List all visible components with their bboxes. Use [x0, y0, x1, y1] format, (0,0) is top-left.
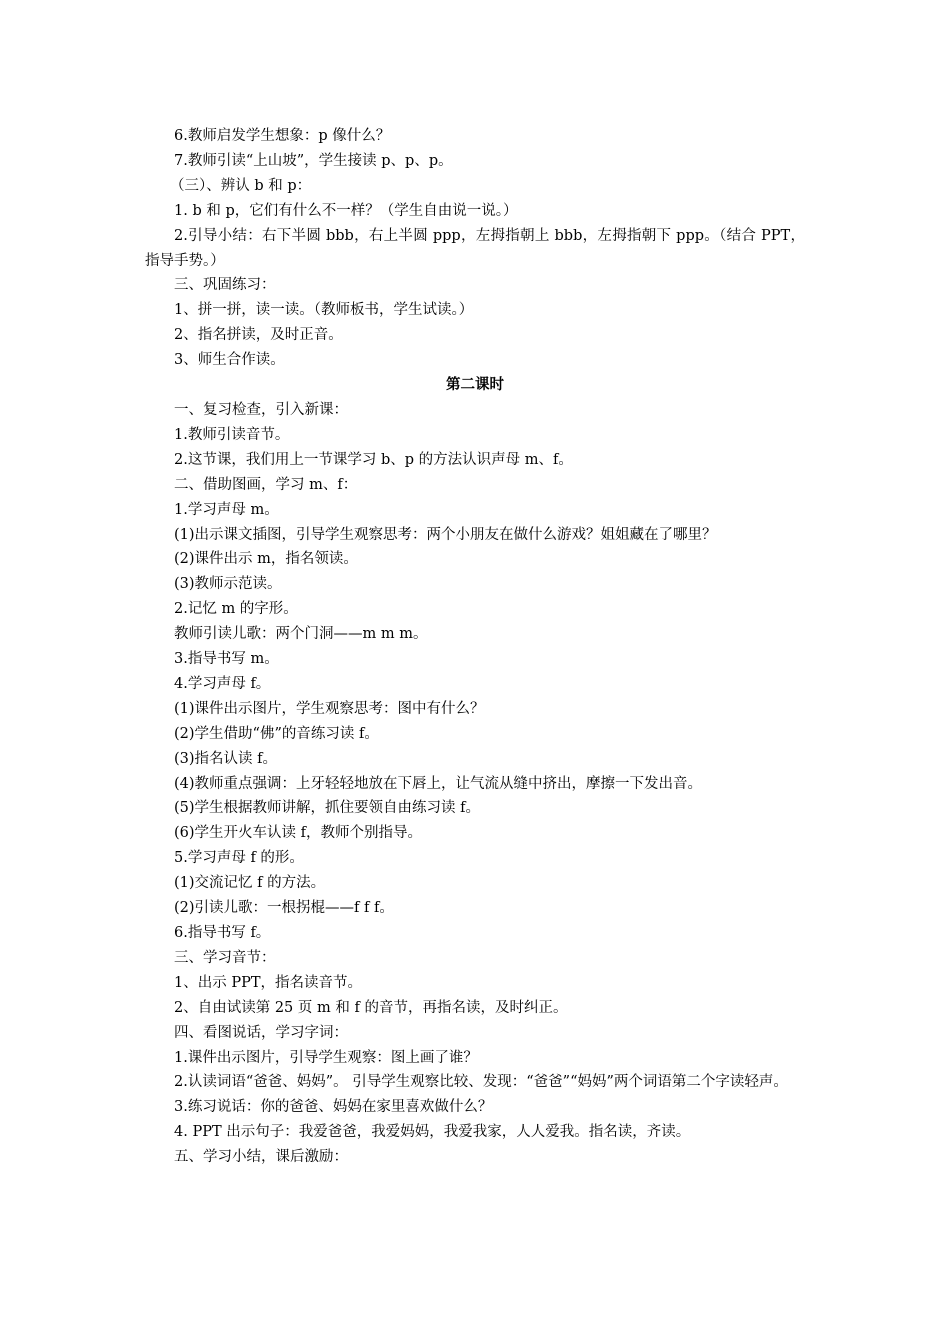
paragraph: (1)出示课文插图，引导学生观察思考：两个小朋友在做什么游戏？姐姐藏在了哪里？: [174, 526, 717, 543]
paragraph: 3、师生合作读。: [174, 352, 285, 369]
paragraph: 2.引导小结：右下半圆 bbb，右上半圆 ppp，左拇指朝上 bbb，左拇指朝下 ppp。（结合 PPT，指导手势。）: [145, 227, 805, 269]
paragraph: 二、借助图画，学习 m、f：: [174, 476, 358, 493]
paragraph: (2)课件出示 m，指名领读。: [174, 551, 358, 568]
paragraph: 三、学习音节：: [174, 949, 276, 966]
paragraph: 1. b 和 p，它们有什么不一样？（学生自由说一说。）: [174, 202, 518, 219]
paragraph: 4.学习声母 f。: [174, 675, 271, 692]
paragraph: 2.记忆 m 的字形。: [174, 601, 298, 618]
paragraph: (3)教师示范读。: [174, 576, 282, 593]
paragraph: (5)学生根据教师讲解，抓住要领自由练习读 f。: [174, 800, 481, 817]
paragraph: 1、出示 PPT，指名读音节。: [174, 974, 363, 991]
paragraph: 三、巩固练习：: [174, 277, 276, 294]
paragraph: (2)学生借助“佛”的音练习读 f。: [174, 725, 379, 742]
paragraph: (1)课件出示图片，学生观察思考：图中有什么？: [174, 700, 485, 717]
paragraph: (3)指名认读 f。: [174, 750, 278, 767]
paragraph: 2.这节课，我们用上一节课学习 b、p 的方法认识声母 m、f。: [174, 451, 573, 468]
paragraph: 3.指导书写 m。: [174, 651, 279, 668]
paragraph: (4)教师重点强调：上牙轻轻地放在下唇上，让气流从缝中挤出，摩擦一下发出音。: [174, 775, 703, 792]
paragraph: 1、拼一拼，读一读。（教师板书，学生试读。）: [174, 302, 474, 319]
paragraph: 6.教师启发学生想象：p 像什么？: [174, 128, 391, 144]
paragraph: 四、看图说话，学习字词：: [174, 1024, 348, 1041]
paragraph: 4. PPT 出示句子：我爱爸爸，我爱妈妈，我爱我家，人人爱我。指名读，齐读。: [174, 1124, 691, 1141]
paragraph: 6.指导书写 f。: [174, 925, 271, 941]
paragraph: 一、复习检查，引入新课：: [174, 401, 348, 418]
paragraph: 2、自由试读第 25 页 m 和 f 的音节，再指名读，及时纠正。: [174, 999, 568, 1016]
section-heading: 第二课时: [446, 376, 504, 394]
paragraph: (6)学生开火车认读 f，教师个别指导。: [174, 825, 423, 842]
paragraph: （三）、辨认 b 和 p：: [170, 177, 312, 194]
paragraph: 3.练习说话：你的爸爸、妈妈在家里喜欢做什么？: [174, 1099, 493, 1116]
paragraph: 1.学习声母 m。: [174, 501, 279, 518]
paragraph: 1.课件出示图片，引导学生观察：图上画了谁？: [174, 1049, 478, 1066]
paragraph: 2.认读词语“爸爸、妈妈”。 引导学生观察比较、发现：“爸爸”“妈妈”两个词语第二个字读轻声。: [174, 1074, 788, 1091]
paragraph: 教师引读儿歌：两个门洞——m m m。: [174, 626, 428, 643]
paragraph: 1.教师引读音节。: [174, 426, 290, 443]
paragraph: 五、学习小结，课后激励：: [174, 1149, 348, 1166]
paragraph: 2、指名拼读，及时正音。: [174, 327, 343, 344]
paragraph: (2)引读儿歌：一根拐棍——f f f。: [174, 900, 394, 917]
paragraph: (1)交流记忆 f 的方法。: [174, 875, 326, 892]
document-body: [145, 124, 805, 1170]
paragraph: 5.学习声母 f 的形。: [174, 850, 304, 867]
paragraph: 7.教师引读“上山坡”，学生接读 p、p、p。: [174, 152, 453, 169]
